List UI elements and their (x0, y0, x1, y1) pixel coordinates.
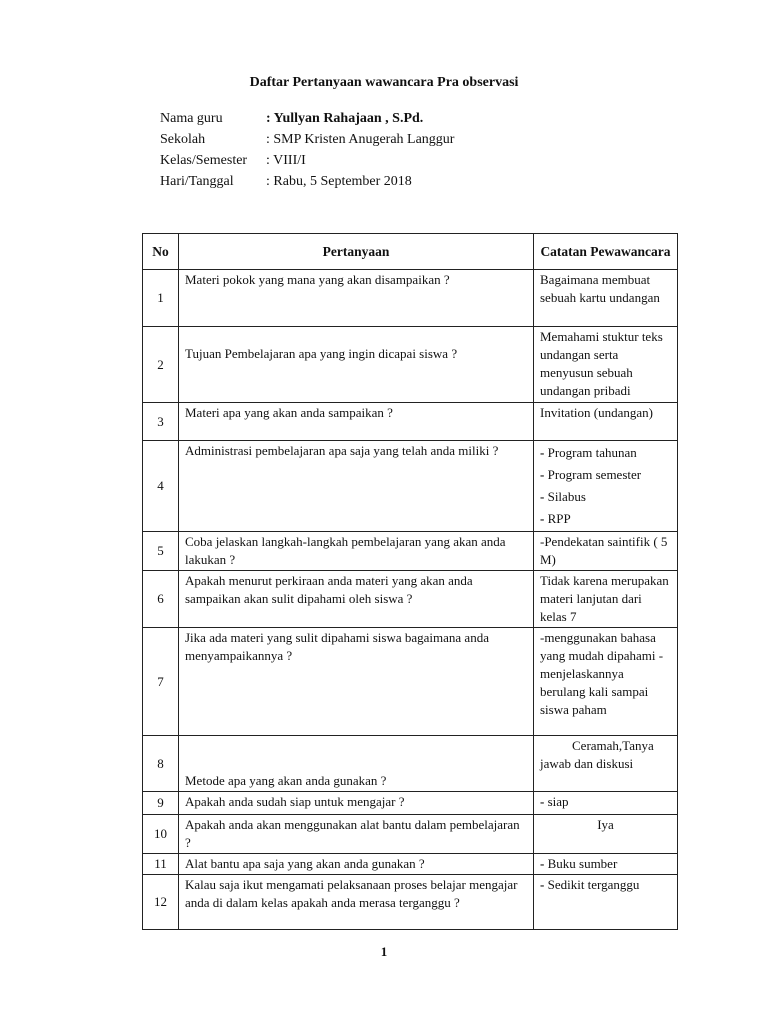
question-cell: Administrasi pembelajaran apa saja yang telah anda miliki ? (179, 441, 534, 532)
row-number: 2 (143, 327, 179, 403)
answer-cell: Tidak karena merupakan materi lanjutan dari kelas 7 (534, 571, 678, 628)
row-number: 12 (143, 875, 179, 930)
table-row (143, 628, 678, 736)
row-number: 1 (143, 270, 179, 327)
table-row (143, 327, 678, 403)
table-row (143, 736, 678, 792)
row-number: 8 (143, 736, 179, 792)
answer-cell: Memahami stuktur teks undangan serta menyusun sebuah undangan pribadi (534, 327, 678, 403)
answer-cell: -Pendekatan saintifik ( 5 M) (534, 532, 678, 571)
answer-list-item: - Silabus (540, 486, 671, 508)
table-row (143, 815, 678, 854)
info-row-sekolah (160, 129, 454, 150)
row-number: 9 (143, 792, 179, 815)
teacher-info (160, 108, 454, 192)
question-cell: Apakah anda sudah siap untuk mengajar ? (179, 792, 534, 815)
document-title: Daftar Pertanyaan wawancara Pra observasi (249, 75, 519, 90)
row-number: 11 (143, 854, 179, 875)
table-row (143, 854, 678, 875)
answer-cell (534, 441, 678, 532)
question-cell: Jika ada materi yang sulit dipahami siswa bagaimana anda menyampaikannya ? (179, 628, 534, 736)
question-cell: Apakah anda akan menggunakan alat bantu dalam pembelajaran ? (179, 815, 534, 854)
info-row-hari-tanggal (160, 171, 454, 192)
question-cell: Materi apa yang akan anda sampaikan ? (179, 403, 534, 441)
header-pertanyaan: Pertanyaan (179, 234, 534, 270)
answer-cell (534, 854, 678, 875)
info-label: Nama guru (160, 111, 223, 126)
answer-list-item: - Buku sumber (540, 855, 671, 873)
info-value: : SMP Kristen Anugerah Langgur (266, 132, 455, 147)
info-label: Hari/Tanggal (160, 174, 234, 189)
row-number: 6 (143, 571, 179, 628)
info-label: Kelas/Semester (160, 153, 248, 168)
answer-cell: Invitation (undangan) (534, 403, 678, 441)
question-cell: Metode apa yang akan anda gunakan ? (179, 736, 534, 792)
row-number: 10 (143, 815, 179, 854)
header-catatan: Catatan Pewawancara (534, 234, 678, 270)
info-value: : VIII/I (266, 153, 306, 168)
info-label: Sekolah (160, 132, 206, 147)
row-number: 4 (143, 441, 179, 532)
answer-cell: Iya (534, 815, 678, 854)
info-value: : Rabu, 5 September 2018 (266, 174, 412, 189)
table-row (143, 571, 678, 628)
question-cell: Coba jelaskan langkah-langkah pembelajaran yang akan anda lakukan ? (179, 532, 534, 571)
row-number: 5 (143, 532, 179, 571)
info-value: : Yullyan Rahajaan , S.Pd. (266, 111, 424, 126)
answer-list-item: - Program semester (540, 464, 671, 486)
row-number: 7 (143, 628, 179, 736)
answer-list-item: - siap (540, 793, 671, 811)
table-row (143, 532, 678, 571)
info-row-nama-guru (160, 108, 454, 129)
answer-cell: Bagaimana membuat sebuah kartu undangan (534, 270, 678, 327)
table-row (143, 270, 678, 327)
answer-cell: -menggunakan bahasa yang mudah dipahami -menjelaskannya berulang kali sampai siswa paham (534, 628, 678, 736)
table-row (143, 875, 678, 930)
answer-list-item: - Program tahunan (540, 442, 671, 464)
answer-cell (534, 875, 678, 930)
info-row-kelas-semester (160, 150, 454, 171)
interview-table (142, 233, 678, 930)
question-cell: Alat bantu apa saja yang akan anda gunakan ? (179, 854, 534, 875)
table-header-row (143, 234, 678, 270)
answer-list-item: - RPP (540, 508, 671, 530)
header-no: No (143, 234, 179, 270)
table-row (143, 441, 678, 532)
table-row (143, 792, 678, 815)
answer-cell (534, 792, 678, 815)
question-cell: Tujuan Pembelajaran apa yang ingin dicapai siswa ? (179, 327, 534, 403)
question-cell: Kalau saja ikut mengamati pelaksanaan proses belajar mengajar anda di dalam kelas apakah anda merasa terganggu ? (179, 875, 534, 930)
table-row (143, 403, 678, 441)
question-cell: Apakah menurut perkiraan anda materi yang akan anda sampaikan akan sulit dipahami oleh siswa ? (179, 571, 534, 628)
answer-list-item: - Sedikit terganggu (540, 876, 671, 894)
question-cell: Materi pokok yang mana yang akan disampaikan ? (179, 270, 534, 327)
answer-cell: Ceramah,Tanya jawab dan diskusi (534, 736, 678, 792)
page-number: 1 (380, 944, 388, 959)
row-number: 3 (143, 403, 179, 441)
